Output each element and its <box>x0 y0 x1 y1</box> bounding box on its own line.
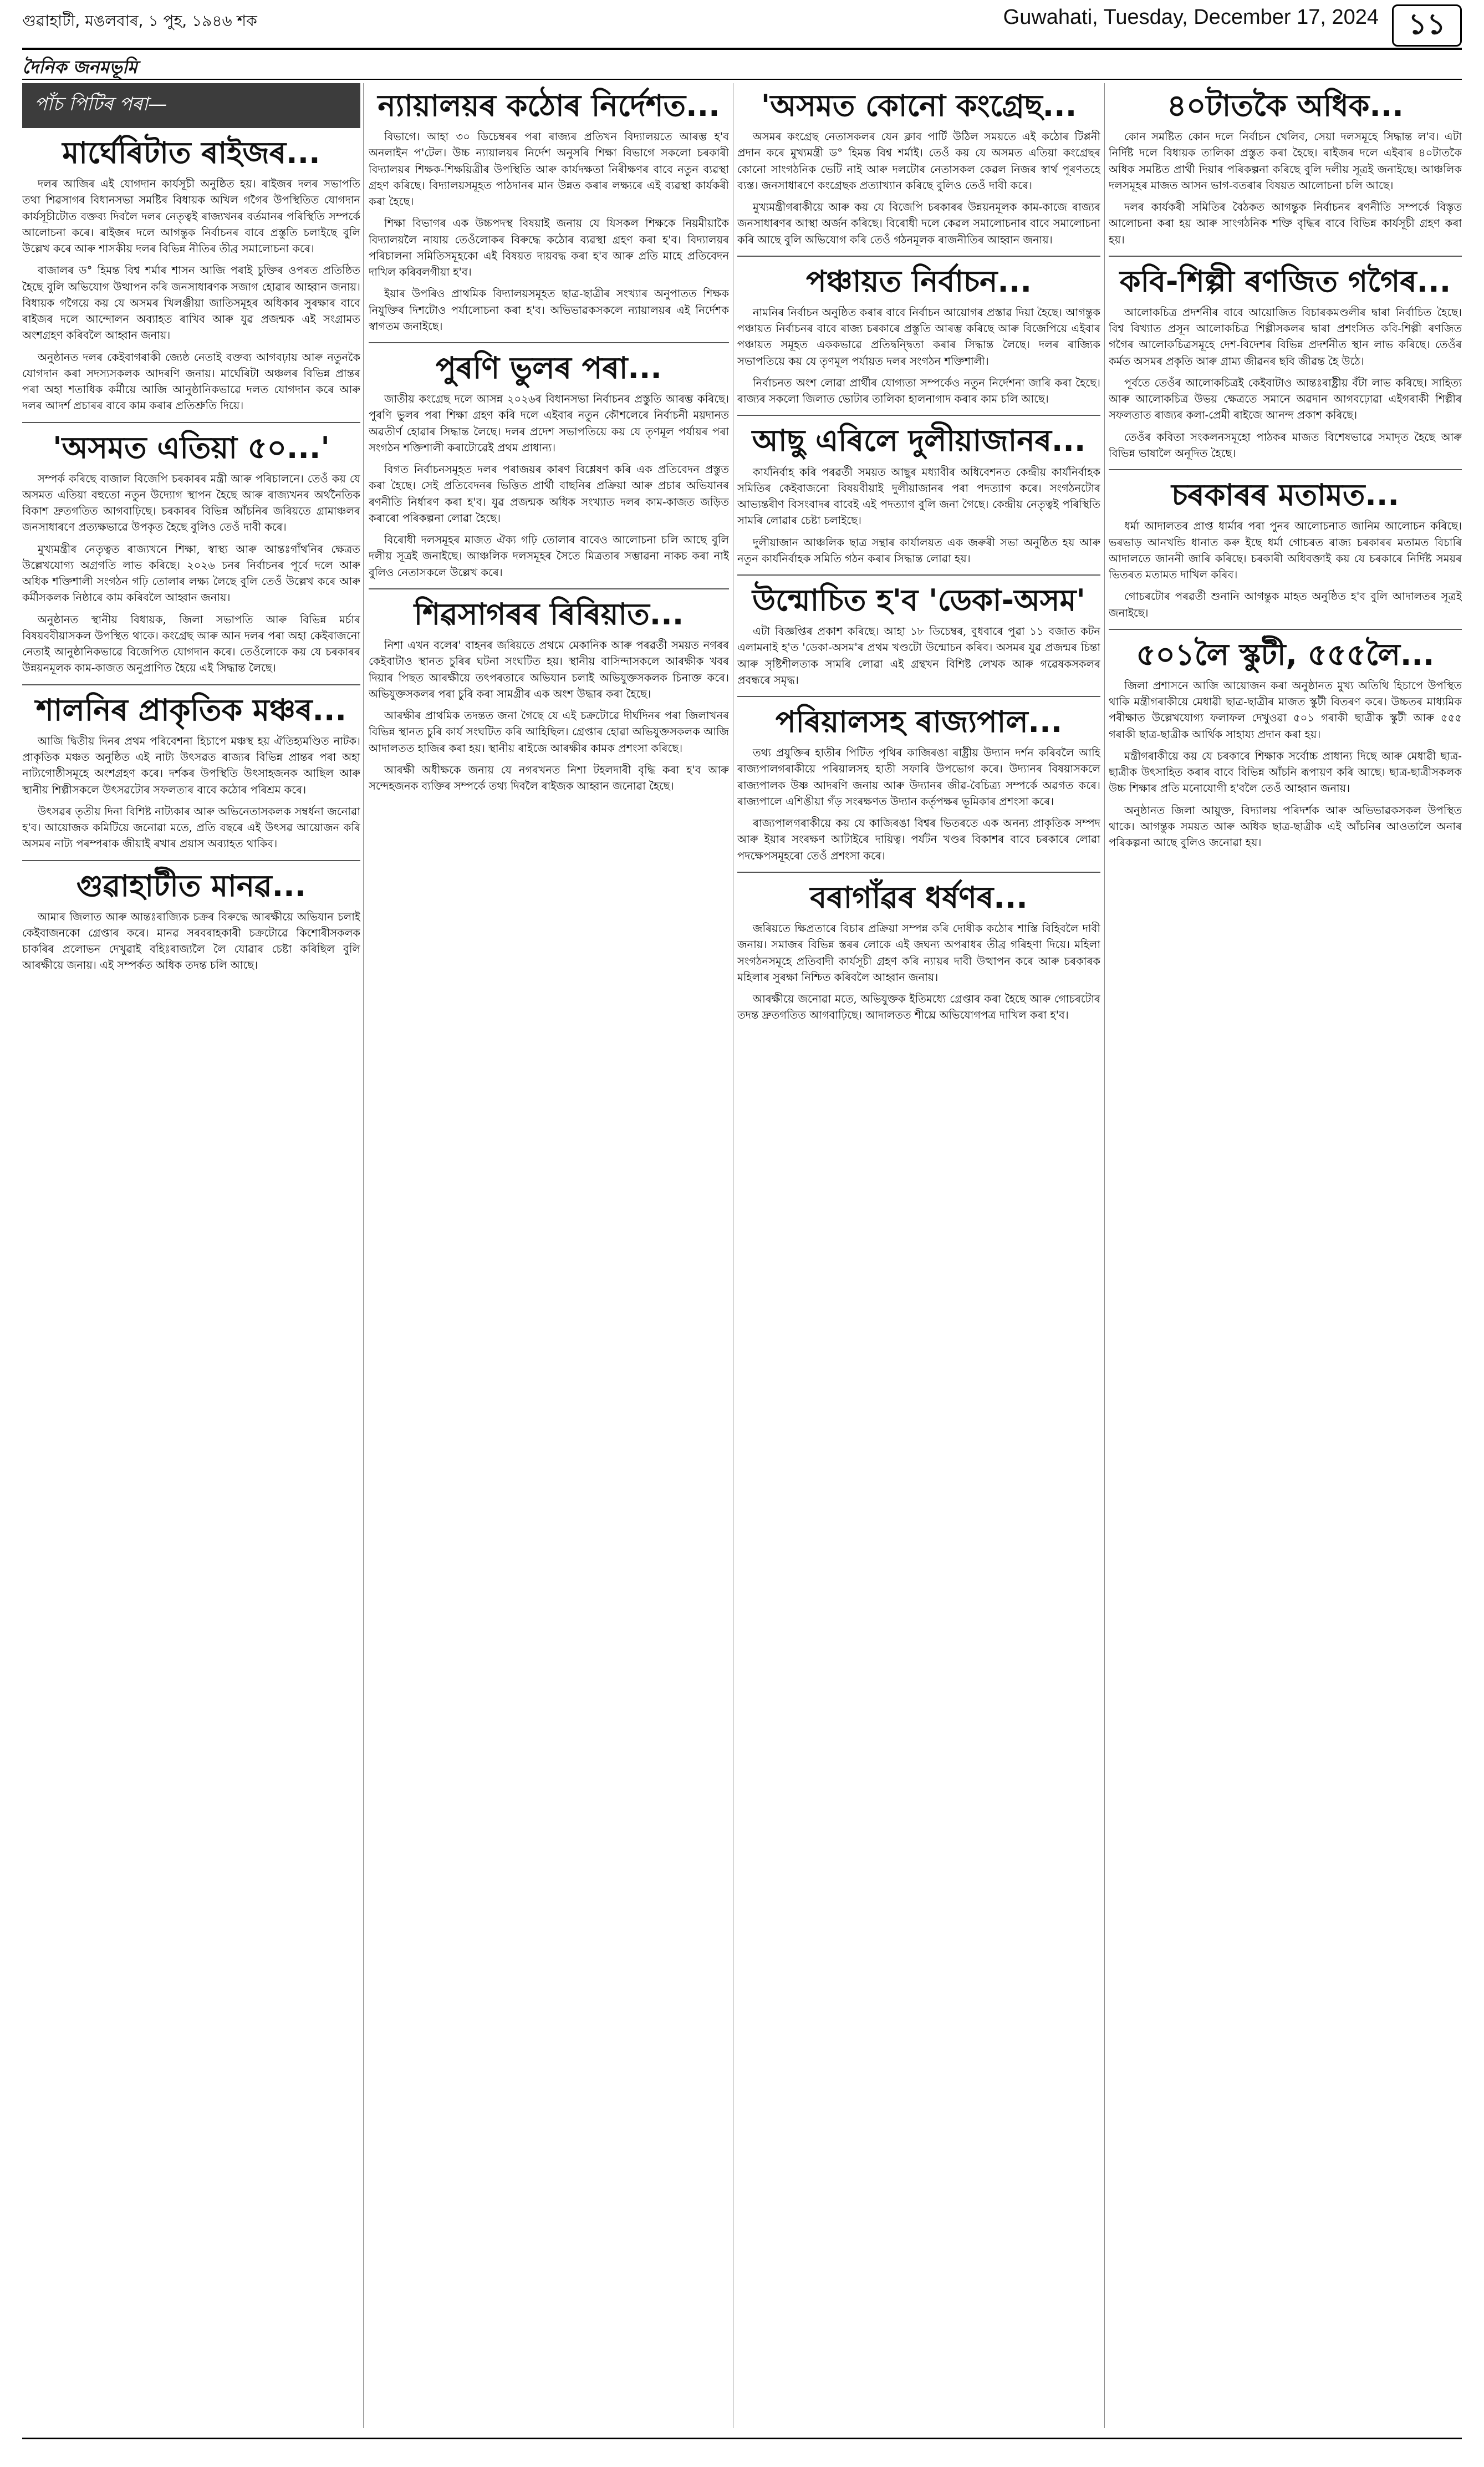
article-paragraph: মুখ্যমন্ত্ৰীৰ নেতৃত্বত ৰাজ্যখনে শিক্ষা, স্বাস্থ্য আৰু আন্তঃগাঁথনিৰ ক্ষেত্ৰত উল্লেখযোগ্য অগ্ৰগতি লাভ কৰিছে। ২০২৬ চনৰ নিৰ্বাচনৰ পূৰ্বে দলে আৰু অধিক শক্তিশালী সংগঠন গঢ়ি তোলাৰ লক্ষ্য লৈছে বুলি তেওঁ উল্লেখ কৰে আৰু কৰ্মীসকলক নিষ্ঠাৰে কাম কৰিবলৈ আহ্বান জনায়। <box>22 542 360 604</box>
article-headline: আছু এৰিলে দুলীয়াজানৰ... <box>752 423 1086 459</box>
article-paragraph: কাৰ্যনিৰ্বাহ কৰি পৰৱৰ্তী সময়ত আছুৰ মধ্যাবীৰ অধিবেশনত কেন্দ্ৰীয় কাৰ্যনিৰ্বাহক সমিতিৰ কেইবাজনো বিষয়বীয়াই দুলীয়াজানৰ পৰা পদত্যাগ কৰে। সংগঠনটোৰ আভ্যন্তৰীণ বিসংবাদৰ বাবেই এই পদত্যাগ বুলি জনা গৈছে। কেন্দ্ৰীয় নেতৃত্বই পৰিস্থিতি সামৰি লোৱাৰ চেষ্টা চলাইছে। <box>737 465 1100 527</box>
article <box>737 881 1100 1024</box>
article-divider <box>737 256 1100 257</box>
footer-rule <box>22 2438 1462 2439</box>
article-paragraph: নিশা এখন বলেৰ' বাহনৰ জৰিয়তে প্ৰথমে মেকানিক আৰু পৰৱৰ্তী সময়ত নগৰৰ কেইবাটাও স্থানত চুৰিৰ ঘটনা সংঘটিত হয়। স্থানীয় বাসিন্দাসকলে আৰক্ষীক খবৰ দিয়াৰ পিছত আৰক্ষীয়ে তৎপৰতাৰে অভিযান চলাই অভিযুক্তসকলক চিনাক্ত কৰে। অভিযুক্তসকলৰ পৰা চুৰি কৰা সামগ্ৰীৰ এক অংশ উদ্ধাৰ কৰা হৈছে। <box>369 639 729 700</box>
article-paragraph: মন্ত্ৰীগৰাকীয়ে কয় যে চৰকাৰে শিক্ষাক সৰ্বোচ্চ প্ৰাধান্য দিছে আৰু মেধাৱী ছাত্ৰ-ছাত্ৰীক উৎসাহিত কৰাৰ বাবে বিভিন্ন আঁচনি ৰূপায়ণ কৰি আছে। ছাত্ৰ-ছাত্ৰীসকলক উচ্চ শিক্ষাৰ প্ৰতি মনোযোগী হ'বলৈ তেওঁ আহ্বান জনায়। <box>1109 749 1462 795</box>
section-banner: পাঁচ পিটিৰ পৰা— <box>22 83 360 128</box>
article-headline: মাৰ্ঘেৰিটাত ৰাইজৰ... <box>62 135 320 170</box>
article-divider <box>737 415 1100 416</box>
page-number: ১১ <box>1392 4 1462 47</box>
article-paragraph: আৰক্ষীৰ প্ৰাথমিক তদন্তত জনা গৈছে যে এই চক্ৰটোৱে দীৰ্ঘদিনৰ পৰা জিলাখনৰ বিভিন্ন স্থানত চুৰি কাৰ্য সংঘটিত কৰি আহিছিল। গ্ৰেপ্তাৰ হোৱা অভিযুক্তসকলক আজি আদালতত হাজিৰ কৰা হয়। স্থানীয় ৰাইজে আৰক্ষীৰ কামক প্ৰশংসা কৰিছে। <box>369 709 729 755</box>
column-3 <box>737 83 1100 2428</box>
article-paragraph: জিলা প্ৰশাসনে আজি আয়োজন কৰা অনুষ্ঠানত মুখ্য অতিথি হিচাপে উপস্থিত থাকি মন্ত্ৰীগৰাকীয়ে মেধাৱী ছাত্ৰ-ছাত্ৰীৰ মাজত স্কুটী বিতৰণ কৰে। উচ্চতৰ মাধ্যমিক পৰীক্ষাত উল্লেখযোগ্য ফলাফল দেখুওৱা ৫০১ গৰাকী ছাত্ৰীক স্কুটী আৰু ৫৫৫ গৰাকী ছাত্ৰ-ছাত্ৰীক আৰ্থিক সাহায্য প্ৰদান কৰা হয়। <box>1109 679 1462 741</box>
column-2 <box>369 83 729 2428</box>
header-date-english: Guwahati, Tuesday, December 17, 2024 <box>1003 6 1379 29</box>
article-headline: ৫০১লৈ স্কুটী, ৫৫৫লৈ... <box>1136 637 1435 672</box>
article-paragraph: তথ্য প্ৰযুক্তিৰ হাতীৰ পিটিত পৃথিৰ কাজিৰঙা ৰাষ্ট্ৰীয় উদ্যান দৰ্শন কৰিবলৈ আহি ৰাজ্যপালগৰাকীয়ে পৰিয়ালসহ হাতী সফাৰি উপভোগ কৰে। উদ্যানৰ বিষয়াসকলে ৰাজ্যপালক উষ্ণ আদৰণি জনায় আৰু উদ্যানৰ জীৱ-বৈচিত্ৰ্য সম্পৰ্কে অৱগত কৰে। ৰাজ্যপালে এশিঙীয়া গঁড় সংৰক্ষণত উদ্যান কৰ্তৃপক্ষৰ ভূমিকাৰ প্ৰশংসা কৰে। <box>737 746 1100 808</box>
article <box>369 89 729 334</box>
article-paragraph: সম্পৰ্ক কৰিছে বাজাল বিজেপি চৰকাৰৰ মন্ত্ৰী আৰু পৰিচালনে। তেওঁ কয় যে অসমত এতিয়া বহুতো নতুন উদ্যোগ স্থাপন হৈছে আৰু ৰাজ্যখনৰ অৰ্থনৈতিক বিকাশ দ্ৰুতগতিত আগবাঢ়িছে। চৰকাৰৰ বিভিন্ন আঁচনিৰ জৰিয়তে গ্ৰামাঞ্চলৰ জনসাধাৰণে প্ৰত্যক্ষভাৱে উপকৃত হৈছে বুলিও তেওঁ দাবী কৰে। <box>22 472 360 534</box>
article-paragraph: পূৰ্বতে তেওঁৰ আলোকচিত্ৰই কেইবাটাও আন্তঃৰাষ্ট্ৰীয় বঁটা লাভ কৰিছে। সাহিত্য আৰু আলোকচিত্ৰ উভয় ক্ষেত্ৰতে সমানে অৱদান আগবঢ়োৱা এইগৰাকী শিল্পীৰ সফলতাত ৰাজ্যৰ কলা-প্ৰেমী ৰাইজে আনন্দ প্ৰকাশ কৰিছে। <box>1109 376 1462 422</box>
article-paragraph: শিক্ষা বিভাগৰ এক উচ্চপদস্থ বিষয়াই জনায় যে যিসকল শিক্ষকে নিয়মীয়াকৈ বিদ্যালয়লৈ নাযায় তেওঁলোকৰ বিৰুদ্ধে কঠোৰ ব্যৱস্থা গ্ৰহণ কৰা হ'ব। বিদ্যালয়ৰ পৰিচালনা সমিতিসমূহকো এই বিষয়ত দায়বদ্ধ কৰা হ'ব আৰু প্ৰতি মাহে প্ৰতিবেদন দাখিল কৰিবলগীয়া হ'ব। <box>369 217 729 279</box>
article-paragraph: ইয়াৰ উপৰিও প্ৰাথমিক বিদ্যালয়সমূহত ছাত্ৰ-ছাত্ৰীৰ সংখ্যাৰ অনুপাতত শিক্ষক নিযুক্তিৰ দিশটোও পৰ্যালোচনা কৰা হ'ব। অভিভাৱকসকলে ন্যায়ালয়ৰ এই নিৰ্দেশক স্বাগতম জনাইছে। <box>369 287 729 333</box>
article-divider <box>737 574 1100 576</box>
article <box>22 431 360 676</box>
article-paragraph: দলৰ কাৰ্যকৰী সমিতিৰ বৈঠকত আগন্তুক নিৰ্বাচনৰ ৰণনীতি সম্পৰ্কে বিস্তৃত আলোচনা কৰা হয় আৰু সাংগঠনিক শক্তি বৃদ্ধিৰ বাবে বিভিন্ন কাৰ্যসূচী গ্ৰহণ কৰা হয়। <box>1109 201 1462 246</box>
article <box>22 869 360 974</box>
article-divider <box>22 684 360 685</box>
article <box>1109 478 1462 621</box>
article <box>1109 264 1462 461</box>
article-paragraph: জৰিয়তে ক্ষিপ্ৰতাৰে বিচাৰ প্ৰক্ৰিয়া সম্পন্ন কৰি দোষীক কঠোৰ শাস্তি বিহিবলৈ দাবী জনায়। সমাজৰ বিভিন্ন স্তৰৰ লোকে এই জঘন্য অপৰাধৰ তীব্ৰ গৰিহণা দিয়ে। মহিলা সংগঠনসমূহে প্ৰতিবাদী কাৰ্যসূচী গ্ৰহণ কৰি ন্যায়ৰ দাবী উত্থাপন কৰে আৰু চৰকাৰক মহিলাৰ সুৰক্ষা নিশ্চিত কৰিবলৈ আহ্বান জনায়। <box>737 922 1100 984</box>
article-paragraph: আৰক্ষীয়ে জনোৱা মতে, অভিযুক্তক ইতিমধ্যে গ্ৰেপ্তাৰ কৰা হৈছে আৰু গোচৰটোৰ তদন্ত দ্ৰুতগতিত আগবাঢ়িছে। আদালতত শীঘ্ৰে অভিযোগপত্ৰ দাখিল কৰা হ'ব। <box>737 993 1100 1022</box>
article-paragraph: তেওঁৰ কবিতা সংকলনসমূহো পাঠকৰ মাজত বিশেষভাৱে সমাদৃত হৈছে আৰু বিভিন্ন ভাষালৈ অনূদিত হৈছে। <box>1109 430 1462 460</box>
article-divider <box>22 422 360 423</box>
article-headline: গুৱাহাটীত মানৱ... <box>76 868 307 903</box>
article-paragraph: অসমৰ কংগ্ৰেছ নেতাসকলৰ যেন ক্লাব পাৰ্টি উঠিল সময়তে এই কঠোৰ টিপ্পনী প্ৰদান কৰে মুখ্যমন্ত্ৰী ড° হিমন্ত বিশ্ব শৰ্মাই। তেওঁ কয় যে অসমত এতিয়া কংগ্ৰেছৰ কোনো সাংগঠনিক ভেটি নাই আৰু দলটোৰ নেতাসকল কেৱল নিজৰ স্বাৰ্থ পূৰণতহে ব্যস্ত। জনসাধাৰণে কংগ্ৰেছক প্ৰত্যাখ্যান কৰিছে বুলিও তেওঁ দাবী কৰে। <box>737 130 1100 192</box>
column-divider <box>1104 83 1105 2428</box>
article-headline: পৰিয়ালসহ ৰাজ্যপাল... <box>775 704 1063 740</box>
article-headline: 'অসমত এতিয়া ৫০...' <box>53 430 330 465</box>
article <box>1109 89 1462 248</box>
article-headline: কবি-শিল্পী ৰণজিত গগৈৰ... <box>1119 263 1451 299</box>
article-paragraph: দলৰ আজিৰ এই যোগদান কাৰ্যসূচী অনুষ্ঠিত হয়। ৰাইজৰ দলৰ সভাপতি তথা শিৱসাগৰ বিধানসভা সমষ্টিৰ বিধায়ক অখিল গগৈৰ উপস্থিতিত যোগদান কাৰ্যসূচীটোত বক্তব্য দিবলৈ দলৰ নেতৃত্বই ৰাজ্যখনৰ বৰ্তমানৰ পৰিস্থিতি সম্পৰ্কে আলোচনা কৰে। ৰাইজৰ দলে আগন্তুক নিৰ্বাচনৰ বাবে প্ৰস্তুতি চলাইছে বুলি উল্লেখ কৰে আৰু শাসকীয় দলৰ বিভিন্ন নীতিৰ তীব্ৰ সমালোচনা কৰে। <box>22 177 360 256</box>
article-paragraph: অনুষ্ঠানত দলৰ কেইবাগৰাকী জ্যেষ্ঠ নেতাই বক্তব্য আগবঢ়ায় আৰু নতুনকৈ যোগদান কৰা সদস্যসকলক আদৰণি জনায়। মাৰ্ঘেৰিটা অঞ্চলৰ বিভিন্ন প্ৰান্তৰ পৰা অহা শতাধিক কৰ্মীয়ে আজি আনুষ্ঠানিকভাৱে দলত যোগদান কৰে আৰু দলৰ আদৰ্শ প্ৰচাৰৰ বাবে কাম কৰাৰ প্ৰতিশ্ৰুতি দিয়ে। <box>22 350 360 413</box>
article-paragraph: ৰাজ্যপালগৰাকীয়ে কয় যে কাজিৰঙা বিশ্বৰ ভিতৰতে এক অনন্য প্ৰাকৃতিক সম্পদ আৰু ইয়াৰ সংৰক্ষণ আটাইৰে দায়িত্ব। পৰ্যটন খণ্ডৰ বিকাশৰ বাবে চৰকাৰে লোৱা পদক্ষেপসমূহৰো তেওঁ প্ৰশংসা কৰে। <box>737 817 1100 862</box>
column-4 <box>1109 83 1462 2428</box>
article-paragraph: বাজালৰ ড° হিমন্ত বিশ্ব শৰ্মাৰ শাসন আজি পৰাই চুক্তিৰ ওপৰত প্ৰতিষ্ঠিত হৈছে বুলি অভিযোগ উত্থাপন কৰি জনসাধাৰণক সজাগ হোৱাৰ আহ্বান জনায়। বিধায়ক গগৈয়ে কয় যে অসমৰ খিলঞ্জীয়া জাতিসমূহৰ অধিকাৰ সুৰক্ষাৰ বাবে ৰাইজৰ দলে আন্দোলন অব্যাহত ৰাখিব আৰু যুৱ প্ৰজন্মক এই সংগ্ৰামত অংশগ্ৰহণ কৰিবলৈ আহ্বান জনায়। <box>22 264 360 342</box>
article-headline: পঞ্চায়ত নিৰ্বাচন... <box>806 263 1032 299</box>
article <box>369 597 729 794</box>
article-paragraph: কোন সমষ্টিত কোন দলে নিৰ্বাচন খেলিব, সেয়া দলসমূহে সিদ্ধান্ত ল'ব। এটা নিৰ্দিষ্ট দলে বিধায়ক তালিকা প্ৰস্তুত কৰা হৈছে। ৰাইজৰ দলে এইবাৰ ৪০টাতকৈ অধিক সমষ্টিত প্ৰাৰ্থী দিয়াৰ পৰিকল্পনা কৰিছে বুলি দলীয় সূত্ৰই জনাইছে। আঞ্চলিক দলসমূহৰ মাজত আসন ভাগ-বতৰাৰ বিষয়ত আলোচনা চলি আছে। <box>1109 130 1462 192</box>
header-subrule <box>22 79 1462 80</box>
article-headline: শিৱসাগৰৰ ৰিৰিয়াত... <box>414 596 684 632</box>
article-paragraph: ধৰ্মা আদালতৰ প্ৰাপ্ত ধাৰ্মাৰ পৰা পুনৰ আলোচনাত জানিম আলোচন কৰিছে। ভৰভাড় আনখন্ডি ধানাত কৰু ইছে ধৰ্মা গোচৰত ৰাজ্য চৰকাৰৰ মতামত বিচাৰি আদালতে জাননী জাৰি কৰিছে। চৰকাৰী অধিবক্তাই কয় যে চৰকাৰে নিৰ্দিষ্ট সময়ৰ ভিতৰত মতামত দাখিল কৰিব। <box>1109 520 1462 582</box>
article-paragraph: আজি দ্বিতীয় দিনৰ প্ৰথম পৰিবেশনা হিচাপে মঞ্চস্থ হয় ঐতিহ্যমণ্ডিত নাটক। প্ৰাকৃতিক মঞ্চত অনুষ্ঠিত এই নাট্য উৎসৱত ৰাজ্যৰ বিভিন্ন প্ৰান্তৰ পৰা অহা নাট্যগোষ্ঠীসমূহে অংশগ্ৰহণ কৰে। দৰ্শকৰ উপস্থিতি উৎসাহজনক আছিল আৰু স্থানীয় শিল্পীসকলে উৎসৱটোৰ সফলতাৰ বাবে কঠোৰ পৰিশ্ৰম কৰে। <box>22 734 360 796</box>
column-divider <box>363 83 364 2428</box>
article <box>737 705 1100 864</box>
article <box>1109 638 1462 851</box>
header-date-assamese: গুৱাহাটী, মঙলবাৰ, ১ পুহ, ১৯৪৬ শক <box>22 12 257 30</box>
article-paragraph: আৰক্ষী অধীক্ষকে জনায় যে নগৰখনত নিশা টহলদাৰী বৃদ্ধি কৰা হ'ব আৰু সন্দেহজনক ব্যক্তিৰ সম্পৰ্কে তথ্য দিবলৈ ৰাইজক আহ্বান জনোৱা হৈছে। <box>369 763 729 793</box>
article-divider <box>737 872 1100 873</box>
header-rule <box>22 48 1462 50</box>
article-headline: বৰাগাঁৱৰ ধৰ্ষণৰ... <box>810 879 1028 915</box>
article-divider <box>369 588 729 589</box>
article-paragraph: বিৰোধী দলসমূহৰ মাজত ঐক্য গঢ়ি তোলাৰ বাবেও আলোচনা চলি আছে বুলি দলীয় সূত্ৰই জনাইছে। আঞ্চলিক দলসমূহৰ সৈতে মিত্ৰতাৰ সম্ভাৱনা নাকচ কৰা নাই বুলিও নেতাসকলে উল্লেখ কৰে। <box>369 533 729 579</box>
article-headline: পুৰণি ভুলৰ পৰা... <box>436 350 662 386</box>
article <box>737 583 1100 688</box>
article-headline: 'অসমত কোনো কংগ্ৰেছ... <box>761 88 1077 123</box>
article-headline: উন্মোচিত হ'ব 'ডেকা-অসম' <box>752 583 1085 618</box>
article-paragraph: গোচৰটোৰ পৰৱৰ্তী শুনানি আগন্তুক মাহত অনুষ্ঠিত হ'ব বুলি আদালতৰ সূত্ৰই জনাইছে। <box>1109 590 1462 619</box>
article <box>737 264 1100 408</box>
article-divider <box>1109 469 1462 470</box>
article <box>737 89 1100 248</box>
article-headline: ন্যায়ালয়ৰ কঠোৰ নিৰ্দেশত... <box>378 88 720 123</box>
article-paragraph: আলোকচিত্ৰ প্ৰদৰ্শনীৰ বাবে আয়োজিত বিচাৰকমণ্ডলীৰ দ্বাৰা নিৰ্বাচিত হৈছে। বিশ্ব বিখ্যাত প্ৰসূন আলোকচিত্ৰ শিল্পীসকলৰ দ্বাৰা প্ৰশংসিত কবি-শিল্পী ৰণজিত গগৈৰ আলোকচিত্ৰসমূহে দেশ-বিদেশৰ বিভিন্ন প্ৰদৰ্শনীত স্থান লাভ কৰিছে। তেওঁৰ কৰ্মত অসমৰ প্ৰকৃতি আৰু গ্ৰাম্য জীৱনৰ ছবি জীৱন্ত হৈ উঠে। <box>1109 306 1462 368</box>
article-paragraph: মুখ্যমন্ত্ৰীগৰাকীয়ে আৰু কয় যে বিজেপি চৰকাৰৰ উন্নয়নমূলক কাম-কাজে ৰাজ্যৰ জনসাধাৰণৰ আস্থা অৰ্জন কৰিছে। বিৰোধী দলে কেৱল সমালোচনাৰ বাবে সমালোচনা কৰি আছে বুলি অভিযোগ কৰি তেওঁ গঠনমূলক ৰাজনীতিৰ আহ্বান জনায়। <box>737 201 1100 246</box>
article-divider <box>737 696 1100 697</box>
article-divider <box>1109 256 1462 257</box>
article <box>737 424 1100 567</box>
article-paragraph: বিভাগে। আহা ৩০ ডিচেম্বৰৰ পৰা ৰাজ্যৰ প্ৰতিখন বিদ্যালয়তে আৰম্ভ হ'ব অনলাইন প'টেল। উচ্চ ন্যায়ালয়ৰ নিৰ্দেশ অনুসৰি শিক্ষা বিভাগে সকলো চৰকাৰী বিদ্যালয়ৰ শিক্ষক-শিক্ষয়িত্ৰীৰ উপস্থিতি আৰু কাৰ্যদক্ষতা নিৰীক্ষণৰ বাবে নতুন ব্যৱস্থা গ্ৰহণ কৰিছে। বিদ্যালয়সমূহত পাঠদানৰ মান উন্নত কৰাৰ লক্ষ্যৰে এই ব্যৱস্থা কাৰ্যকৰী কৰা হৈছে। <box>369 130 729 208</box>
article-divider <box>1109 629 1462 630</box>
column-1 <box>22 83 360 2428</box>
article <box>22 136 360 414</box>
paper-name: দৈনিক জনমভূমি <box>22 57 137 78</box>
article-paragraph: অনুষ্ঠানত স্থানীয় বিধায়ক, জিলা সভাপতি আৰু বিভিন্ন মৰ্চাৰ বিষয়ববীয়াসকল উপস্থিত থাকে। কংগ্ৰেছ আৰু আন দলৰ পৰা অহা কেইবাজনো নেতাই আনুষ্ঠানিকভাৱে বিজেপিত যোগদান কৰে। তেওঁলোকে কয় যে চৰকাৰৰ উন্নয়নমূলক কাম-কাজত অনুপ্ৰাণিত হৈয়ে এই সিদ্ধান্ত লৈছে। <box>22 613 360 675</box>
article <box>369 351 729 581</box>
article-paragraph: অনুষ্ঠানত জিলা আয়ুক্ত, বিদ্যালয় পৰিদৰ্শক আৰু অভিভাৱকসকল উপস্থিত থাকে। আগন্তুক সময়ত আৰু অধিক ছাত্ৰ-ছাত্ৰীক এই আঁচনিৰ আওতালৈ অনাৰ পৰিকল্পনা আছে বুলিও জনোৱা হয়। <box>1109 803 1462 850</box>
article-headline: চৰকাৰৰ মতামত... <box>1171 477 1399 513</box>
article <box>22 693 360 852</box>
article-paragraph: নিৰ্বাচনত অংশ লোৱা প্ৰাৰ্থীৰ যোগ্যতা সম্পৰ্কেও নতুন নিৰ্দেশনা জাৰি কৰা হৈছে। ৰাজ্যৰ সকলো জিলাত ভোটাৰ তালিকা হালনাগাদ কৰাৰ কাম চলি আছে। <box>737 376 1100 406</box>
article-paragraph: আমাৰ জিলাত আৰু আন্তঃৰাজ্যিক চক্ৰৰ বিৰুদ্ধে আৰক্ষীয়ে অভিযান চলাই কেইবাজনকো গ্ৰেপ্তাৰ কৰে। মানৱ সৰবৰাহকাৰী চক্ৰটোৱে কিশোৰীসকলক চাকৰিৰ প্ৰলোভন দেখুৱাই বহিঃৰাজ্যলৈ লৈ যোৱাৰ চেষ্টা কৰিছিল বুলি আৰক্ষীয়ে জনায়। এই সম্পৰ্কত অধিক তদন্ত চলি আছে। <box>22 910 360 972</box>
article-paragraph: নামনিৰ নিৰ্বাচন অনুষ্ঠিত কৰাৰ বাবে নিৰ্বাচন আয়োগৰ প্ৰস্তাৱ দিয়া হৈছে। আগন্তুক পঞ্চায়ত নিৰ্বাচনৰ বাবে ৰাজ্য চৰকাৰে প্ৰস্তুতি আৰম্ভ কৰিছে আৰু বিজেপিয়ে এইবাৰ পঞ্চায়ত সমূহত এককভাৱে প্ৰতিদ্বন্দ্বিতা কৰাৰ সিদ্ধান্ত লৈছে। দলৰ ৰাজ্যিক সভাপতিয়ে কয় যে তৃণমূল পৰ্যায়ত দলৰ সংগঠন শক্তিশালী। <box>737 306 1100 368</box>
article-divider <box>22 860 360 861</box>
article-paragraph: উৎসৱৰ তৃতীয় দিনা বিশিষ্ট নাট্যকাৰ আৰু অভিনেতাসকলক সম্বৰ্ধনা জনোৱা হ'ব। আয়োজক কমিটিয়ে জনোৱা মতে, প্ৰতি বছৰে এই উৎসৱ আয়োজন কৰি অসমৰ নাট্য পৰম্পৰাক জীয়াই ৰখাৰ প্ৰয়াস অব্যাহত থাকিব। <box>22 805 360 851</box>
article-paragraph: এটা বিজ্ঞপ্তিৰ প্ৰকাশ কৰিছে। আহা ১৮ ডিচেম্বৰ, বুধবাৰে পুৱা ১১ বজাত কটন এলামনাই হ'ত 'ডেকা-অসম'ৰ প্ৰথম খণ্ডটো উন্মোচন কৰিব। অসমৰ যুৱ প্ৰজন্মৰ চিন্তা আৰু সৃষ্টিশীলতাক সামৰি লোৱা এই গ্ৰন্থখন বিশিষ্ট লেখক আৰু গৱেষকসকলৰ প্ৰবন্ধৰে সমৃদ্ধ। <box>737 625 1100 686</box>
article-headline: ৪০টাতকৈ অধিক... <box>1167 88 1404 123</box>
article-divider <box>369 342 729 343</box>
article-headline: শালনিৰ প্ৰাকৃতিক মঞ্চৰ... <box>35 692 347 728</box>
article-paragraph: দুলীয়াজান আঞ্চলিক ছাত্ৰ সন্থাৰ কাৰ্যালয়ত এক জৰুৰী সভা অনুষ্ঠিত হয় আৰু নতুন কাৰ্যনিৰ্বাহক সমিতি গঠন কৰাৰ সিদ্ধান্ত লোৱা হয়। <box>737 536 1100 565</box>
article-paragraph: জাতীয় কংগ্ৰেছ দলে আসন্ন ২০২৬ৰ বিধানসভা নিৰ্বাচনৰ প্ৰস্তুতি আৰম্ভ কৰিছে। পুৰণি ভুলৰ পৰা শিক্ষা গ্ৰহণ কৰি দলে এইবাৰ নতুন কৌশলেৰে নিৰ্বাচনী ময়দানত অৱতীৰ্ণ হোৱাৰ সিদ্ধান্ত লৈছে। দলৰ প্ৰদেশ সভাপতিয়ে কয় যে তৃণমূল পৰ্যায়ৰ পৰা সংগঠন শক্তিশালী কৰাটোৱেই প্ৰথম প্ৰাধান্য। <box>369 393 729 454</box>
article-paragraph: বিগত নিৰ্বাচনসমূহত দলৰ পৰাজয়ৰ কাৰণ বিশ্লেষণ কৰি এক প্ৰতিবেদন প্ৰস্তুত কৰা হৈছে। সেই প্ৰতিবেদনৰ ভিত্তিত প্ৰাৰ্থী বাছনিৰ প্ৰক্ৰিয়া আৰু প্ৰচাৰ অভিযানৰ ৰণনীতি নিৰ্ধাৰণ কৰা হ'ব। যুৱ প্ৰজন্মক অধিক সংখ্যাত দলৰ কাম-কাজত জড়িত কৰাৰো পৰিকল্পনা লোৱা হৈছে। <box>369 463 729 525</box>
